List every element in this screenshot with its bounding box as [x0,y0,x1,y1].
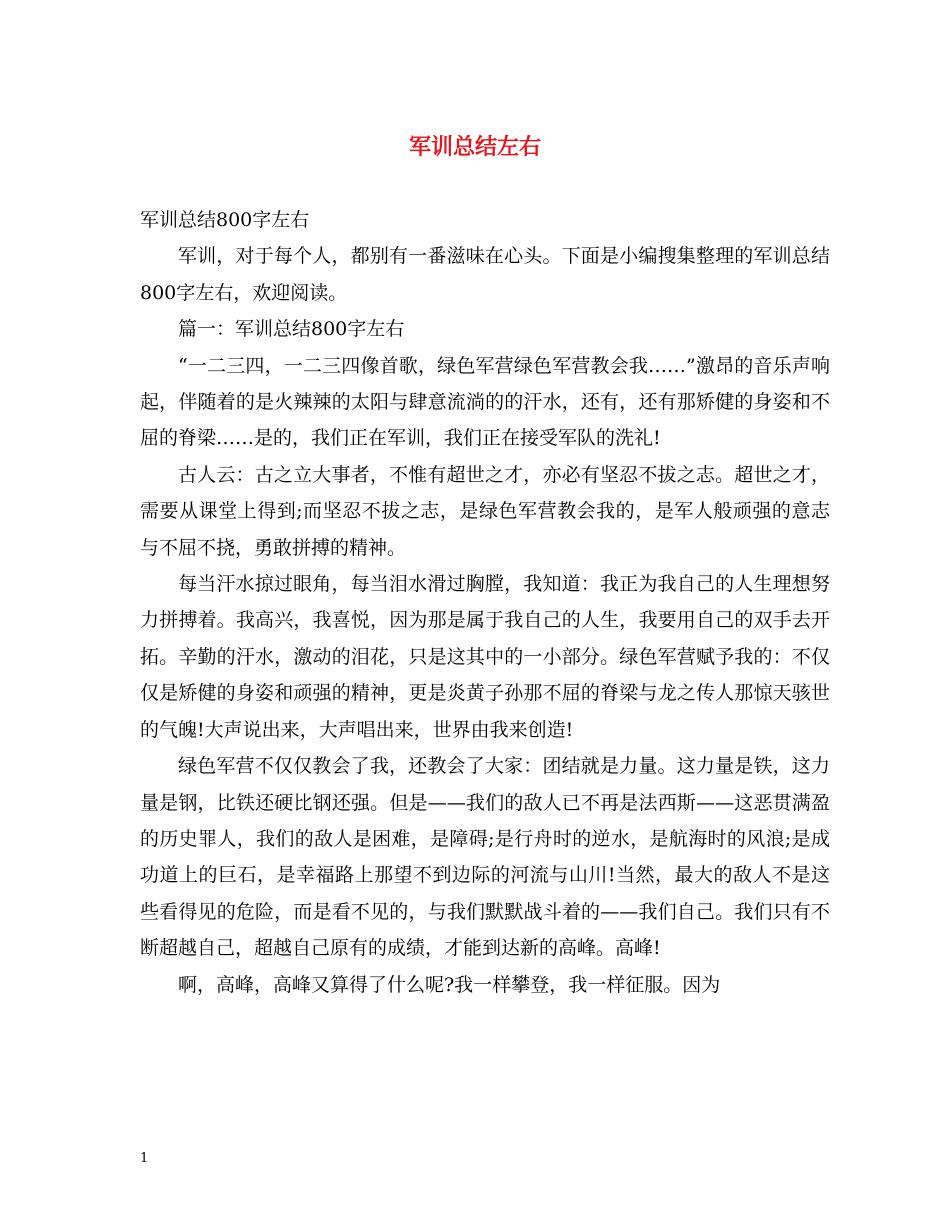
paragraph: “一二三四，一二三四像首歌，绿色军营绿色军营教会我……”激昂的音乐声响起，伴随着的是火辣辣的太阳与肆意流淌的的汗水，还有，还有那矫健的身姿和不屈的脊梁……是的，我们正在军训，我们正在接受军队的洗礼! [140,354,830,450]
document-title: 军训总结左右 [408,134,541,160]
paragraph: 啊，高峰，高峰又算得了什么呢?我一样攀登，我一样征服。因为 [178,973,721,996]
page-number: 1 [140,1151,149,1166]
document-body [140,202,830,1003]
section-heading: 篇一：军训总结800字左右 [178,318,405,341]
paragraph: 绿色军营不仅仅教会了我，还教会了大家：团结就是力量。这力量是铁，这力量是钢，比铁还硬比钢还强。但是——我们的敌人已不再是法西斯——这恶贯满盈的历史罪人，我们的敌人是困难，是障碍;是行舟时的逆水，是航海时的风浪;是成功道上的巨石，是幸福路上那望不到边际的河流与山川!当然，最大的敌人不是这些看得见的危险，而是看不见的，与我们默默战斗着的——我们自己。我们只有不断超越自己，超越自己原有的成绩，才能到达新的高峰。高峰! [140,755,830,960]
paragraph: 古人云：古之立大事者，不惟有超世之才，亦必有坚忍不拔之志。超世之才，需要从课堂上得到;而坚忍不拔之志，是绿色军营教会我的，是军人般顽强的意志与不屈不挠，勇敢拼搏的精神。 [140,463,830,559]
document-subtitle: 军训总结800字左右 [140,209,310,231]
paragraph: 每当汗水掠过眼角，每当泪水滑过胸膛，我知道：我正为我自己的人生理想努力拼搏着。我高兴，我喜悦，因为那是属于我自己的人生，我要用自己的双手去开拓。辛勤的汗水，激动的泪花，只是这其中的一小部分。绿色军营赋予我的：不仅仅是矫健的身姿和顽强的精神，更是炎黄子孙那不屈的脊梁与龙之传人那惊天骇世的气魄!大声说出来，大声唱出来，世界由我来创造! [140,573,830,741]
paragraph-intro: 军训，对于每个人，都别有一番滋味在心头。下面是小编搜集整理的军训总结800字左右，欢迎阅读。 [140,245,830,304]
